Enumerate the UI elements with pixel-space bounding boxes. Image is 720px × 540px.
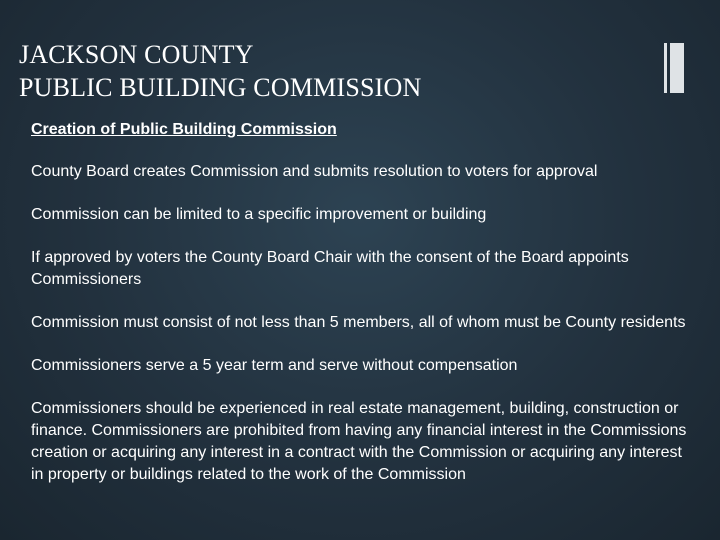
accent-bar-thick xyxy=(670,43,684,93)
body-paragraph: If approved by voters the County Board Chair with the consent of the Board appoints Commissioners xyxy=(31,249,629,288)
title-line-1: JACKSON COUNTY xyxy=(19,40,254,69)
body-paragraph: Commissioners serve a 5 year term and serve without compensation xyxy=(31,357,518,374)
slide-body xyxy=(31,119,697,507)
slide-title xyxy=(19,38,639,104)
body-paragraph: County Board creates Commission and submits resolution to voters for approval xyxy=(31,163,598,180)
accent-bar-decoration xyxy=(664,43,686,93)
section-heading: Creation of Public Building Commission xyxy=(31,121,337,138)
title-line-2: PUBLIC BUILDING COMMISSION xyxy=(19,73,422,102)
accent-bar-thin xyxy=(664,43,667,93)
body-paragraph: Commissioners should be experienced in real estate management, building, construction or finance. Commissioners are prohibited from having any financial interest in the Commissions creation or acquiring any interest in a contract with the Commission or acquiring any interest in property or buildings related to the work of the Commission xyxy=(31,400,687,483)
body-paragraph: Commission can be limited to a specific improvement or building xyxy=(31,206,487,223)
body-paragraph: Commission must consist of not less than 5 members, all of whom must be County residents xyxy=(31,314,686,331)
